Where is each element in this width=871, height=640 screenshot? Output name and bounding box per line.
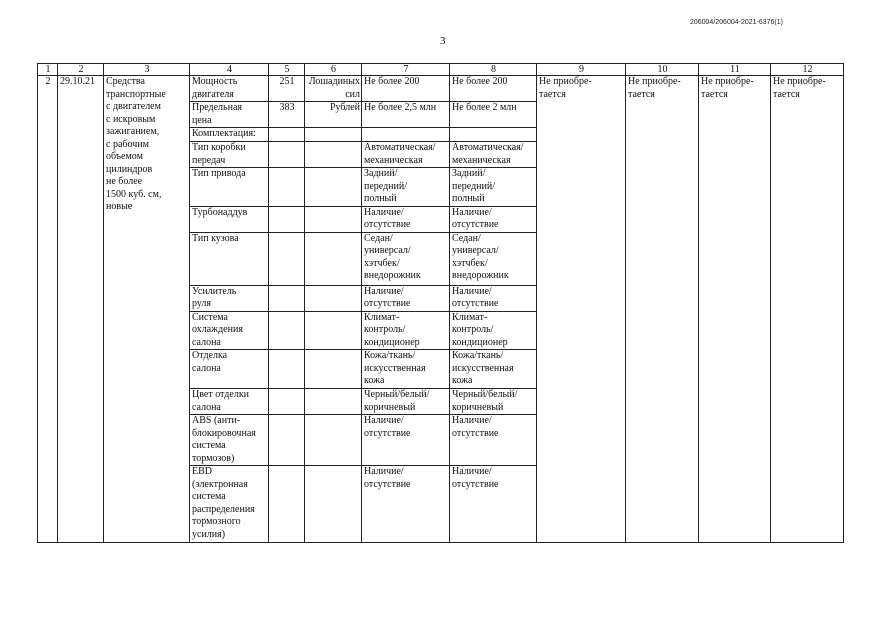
characteristic-name: Комплектация: bbox=[190, 128, 269, 142]
unit-code bbox=[269, 142, 305, 168]
required-value: Седан/ универсал/ хэтчбек/ внедорожник bbox=[362, 232, 450, 285]
unit-code bbox=[269, 466, 305, 543]
column-number-row bbox=[38, 64, 844, 76]
col9-value: Не приобре- тается bbox=[537, 76, 626, 543]
unit-name bbox=[305, 232, 362, 285]
required-value: Наличие/ отсутствие bbox=[362, 466, 450, 543]
required-value: Кожа/ткань/ искусственная кожа bbox=[362, 350, 450, 389]
characteristic-name: Усилитель руля bbox=[190, 285, 269, 311]
list-value bbox=[450, 128, 537, 142]
required-value: Наличие/ отсутствие bbox=[362, 415, 450, 466]
column-number-8: 8 bbox=[450, 64, 537, 76]
product-name: Средства транспортные с двигателем с искровым зажиганием, с рабочим объемом цилиндров не более 1500 куб. см, новые bbox=[104, 76, 190, 543]
characteristic-name: Тип коробки передач bbox=[190, 142, 269, 168]
unit-name bbox=[305, 206, 362, 232]
required-value: Наличие/ отсутствие bbox=[362, 206, 450, 232]
required-value bbox=[362, 128, 450, 142]
column-number-1: 1 bbox=[38, 64, 58, 76]
unit-name bbox=[305, 128, 362, 142]
list-value: Наличие/ отсутствие bbox=[450, 466, 537, 543]
characteristic-name: Турбонаддув bbox=[190, 206, 269, 232]
column-number-9: 9 bbox=[537, 64, 626, 76]
col10-value: Не приобре- тается bbox=[626, 76, 699, 543]
column-number-4: 4 bbox=[190, 64, 269, 76]
column-number-11: 11 bbox=[699, 64, 771, 76]
characteristic-name: Отделка салона bbox=[190, 350, 269, 389]
unit-name bbox=[305, 285, 362, 311]
required-value: Автоматическая/ механическая bbox=[362, 142, 450, 168]
unit-code bbox=[269, 232, 305, 285]
column-number-2: 2 bbox=[58, 64, 104, 76]
unit-code bbox=[269, 285, 305, 311]
required-value: Не более 200 bbox=[362, 76, 450, 102]
list-value: Наличие/ отсутствие bbox=[450, 285, 537, 311]
okpd-code: 29.10.21 bbox=[58, 76, 104, 543]
column-number-12: 12 bbox=[771, 64, 844, 76]
list-value: Седан/ универсал/ хэтчбек/ внедорожник bbox=[450, 232, 537, 285]
required-value: Задний/ передний/ полный bbox=[362, 168, 450, 207]
characteristic-row bbox=[38, 76, 844, 102]
characteristic-name: Мощность двигателя bbox=[190, 76, 269, 102]
column-number-3: 3 bbox=[104, 64, 190, 76]
unit-code bbox=[269, 128, 305, 142]
characteristic-name: Система охлаждения салона bbox=[190, 311, 269, 350]
column-number-10: 10 bbox=[626, 64, 699, 76]
column-number-5: 5 bbox=[269, 64, 305, 76]
characteristic-name: Тип привода bbox=[190, 168, 269, 207]
list-value: Не более 2 млн bbox=[450, 102, 537, 128]
required-value: Климат- контроль/ кондиционер bbox=[362, 311, 450, 350]
unit-name bbox=[305, 142, 362, 168]
unit-name bbox=[305, 168, 362, 207]
list-value: Задний/ передний/ полный bbox=[450, 168, 537, 207]
unit-code: 383 bbox=[269, 102, 305, 128]
unit-name bbox=[305, 389, 362, 415]
list-value: Наличие/ отсутствие bbox=[450, 206, 537, 232]
unit-name bbox=[305, 311, 362, 350]
col11-value: Не приобре- тается bbox=[699, 76, 771, 543]
required-value: Наличие/ отсутствие bbox=[362, 285, 450, 311]
characteristic-name: Предельная цена bbox=[190, 102, 269, 128]
characteristic-name: Цвет отделки салона bbox=[190, 389, 269, 415]
unit-name: Рублей bbox=[305, 102, 362, 128]
characteristic-name: EBD (электронная система распределения тормозного усилия) bbox=[190, 466, 269, 543]
unit-name bbox=[305, 350, 362, 389]
unit-name bbox=[305, 415, 362, 466]
column-number-6: 6 bbox=[305, 64, 362, 76]
column-number-7: 7 bbox=[362, 64, 450, 76]
list-value: Климат- контроль/ кондиционер bbox=[450, 311, 537, 350]
unit-code bbox=[269, 168, 305, 207]
list-value: Черный/белый/ коричневый bbox=[450, 389, 537, 415]
list-value: Кожа/ткань/ искусственная кожа bbox=[450, 350, 537, 389]
unit-code bbox=[269, 206, 305, 232]
list-value: Наличие/ отсутствие bbox=[450, 415, 537, 466]
unit-code bbox=[269, 415, 305, 466]
unit-code bbox=[269, 350, 305, 389]
characteristics-table bbox=[37, 63, 844, 543]
list-value: Автоматическая/ механическая bbox=[450, 142, 537, 168]
unit-code: 251 bbox=[269, 76, 305, 102]
list-value: Не более 200 bbox=[450, 76, 537, 102]
unit-name bbox=[305, 466, 362, 543]
characteristic-name: Тип кузова bbox=[190, 232, 269, 285]
unit-code bbox=[269, 311, 305, 350]
required-value: Не более 2,5 млн bbox=[362, 102, 450, 128]
row-number: 2 bbox=[38, 76, 58, 543]
page-number: 3 bbox=[440, 35, 446, 47]
document-id: 206004/206004-2021-6376(1) bbox=[689, 19, 783, 26]
col12-value: Не приобре- тается bbox=[771, 76, 844, 543]
unit-code bbox=[269, 389, 305, 415]
unit-name: Лошадиных сил bbox=[305, 76, 362, 102]
required-value: Черный/белый/ коричневый bbox=[362, 389, 450, 415]
characteristic-name: ABS (анти- блокировочная система тормозов) bbox=[190, 415, 269, 466]
